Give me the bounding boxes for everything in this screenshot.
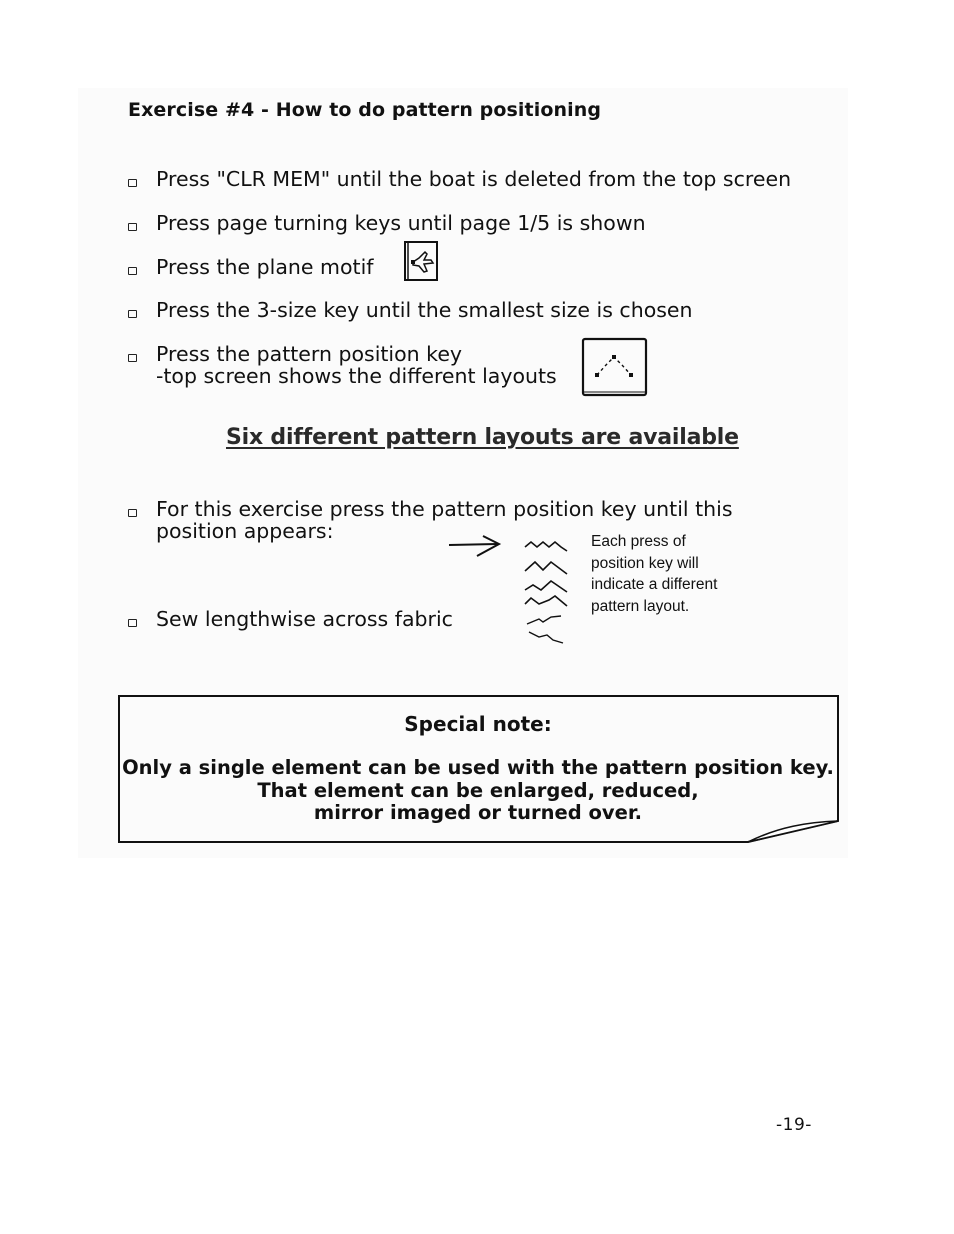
step-item [128, 212, 646, 234]
special-note-body [118, 757, 838, 825]
step-text: Press the 3-size key until the smallest size is chosen [156, 298, 693, 322]
step-text: Sew lengthwise across fabric [156, 607, 453, 631]
step-item [128, 299, 693, 321]
special-note-line: That element can be enlarged, reduced, [257, 778, 699, 802]
checkbox-bullet-icon [128, 223, 137, 231]
pattern-position-key-icon [581, 337, 649, 399]
checkbox-bullet-icon [128, 267, 137, 275]
special-note-title: Special note: [404, 712, 552, 736]
side-note-line: Each press of [591, 533, 686, 550]
side-note-line: indicate a different [591, 576, 718, 593]
special-note-line: mirror imaged or turned over. [313, 801, 643, 824]
step-item [128, 343, 557, 387]
checkbox-bullet-icon [128, 310, 137, 318]
side-note-line: pattern layout. [591, 597, 690, 615]
checkbox-bullet-icon [128, 509, 137, 517]
step-text: Press page turning keys until page 1/5 is shown [156, 211, 646, 235]
pattern-layouts-icon [521, 538, 573, 648]
special-note-line: Only a single element can be used with the pattern position key. [122, 756, 834, 779]
step-text-line: Press the pattern position key [156, 342, 463, 366]
page-number: -19- [776, 1115, 812, 1135]
step-item [128, 168, 791, 190]
layouts-subtitle: Six different pattern layouts are available [226, 425, 739, 450]
sew-item [128, 608, 453, 630]
arrow-right-icon [447, 532, 503, 560]
checkbox-bullet-icon [128, 179, 137, 187]
checkbox-bullet-icon [128, 619, 137, 627]
step-text-line: For this exercise press the pattern position key until this [156, 497, 733, 521]
step-text-line: -top screen shows the different layouts [156, 364, 557, 388]
plane-motif-icon [403, 240, 439, 282]
side-note [591, 531, 717, 617]
step-text: Press the plane motif [156, 255, 374, 279]
checkbox-bullet-icon [128, 354, 137, 362]
step-text [156, 343, 557, 387]
step-text-line: position appears: [156, 519, 334, 543]
side-note-line: position key will [591, 554, 699, 572]
step-text: Press "CLR MEM" until the boat is deleted from the top screen [156, 167, 792, 191]
step-item [128, 256, 373, 278]
page-heading: Exercise #4 - How to do pattern positioning [128, 99, 602, 121]
